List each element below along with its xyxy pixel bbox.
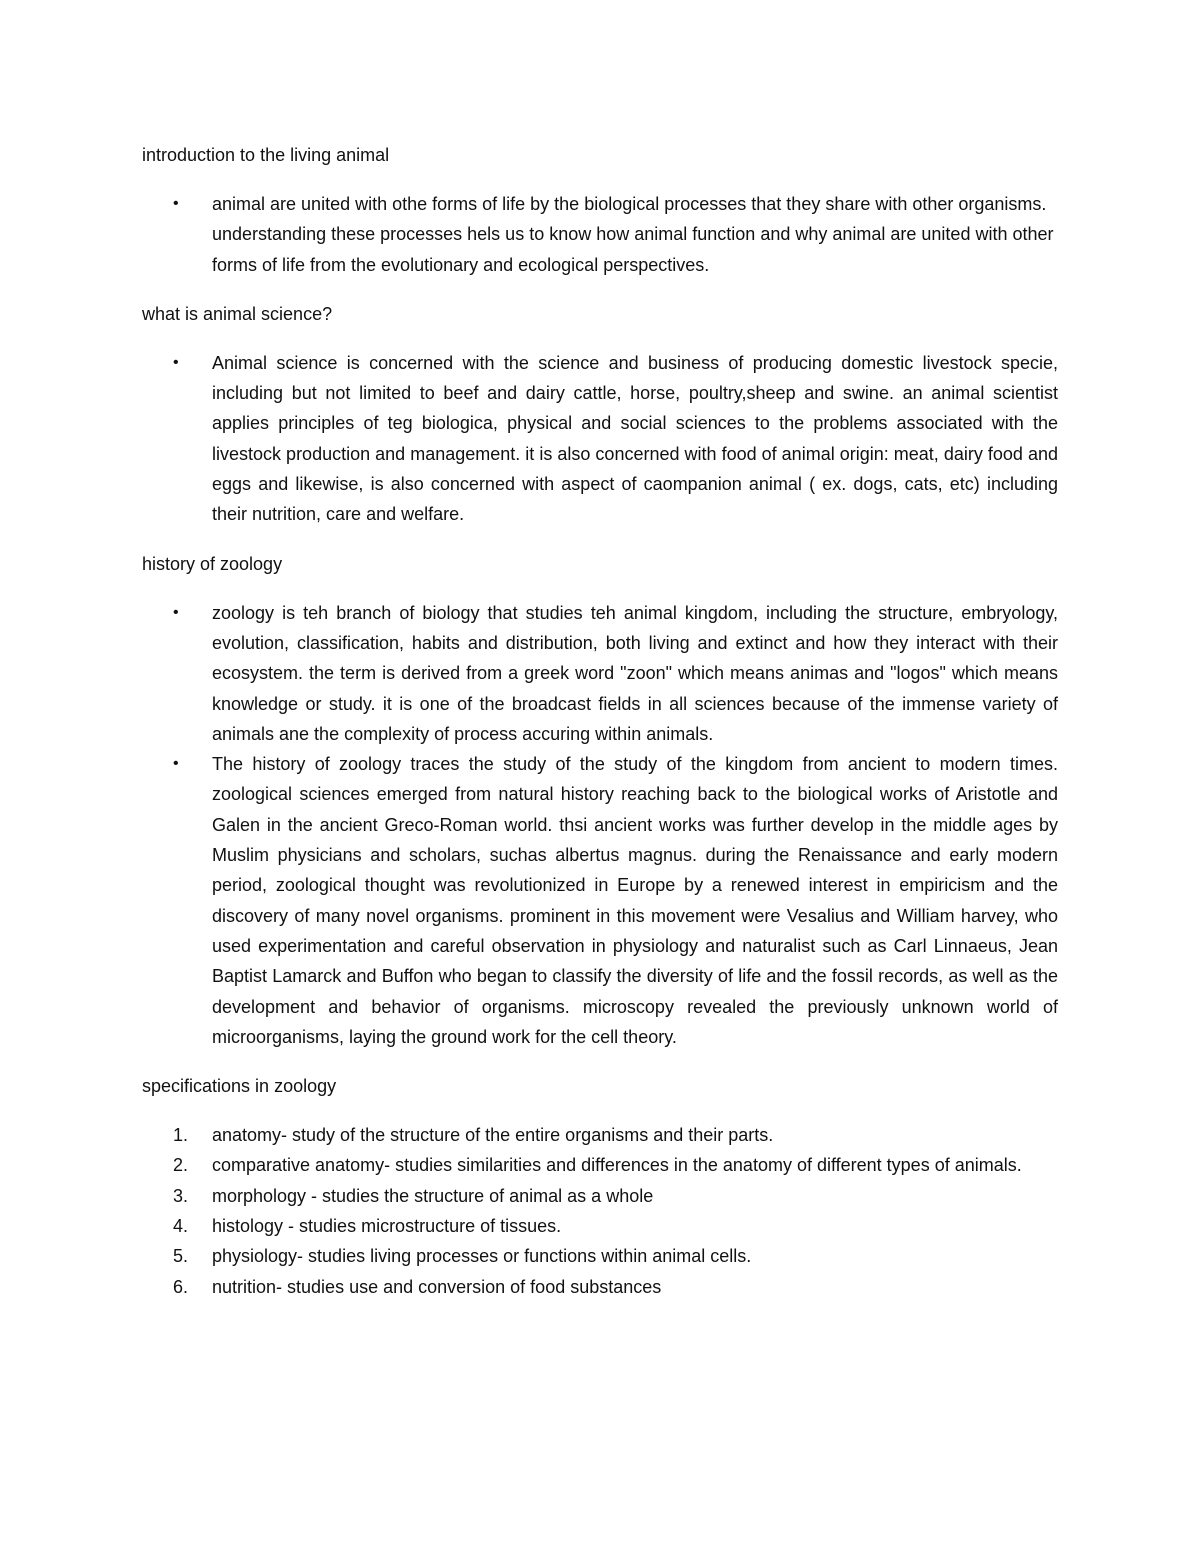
list-item	[142, 348, 1058, 530]
numbered-list-specifications	[142, 1120, 1058, 1302]
list-item-text: physiology- studies living processes or functions within animal cells.	[212, 1246, 752, 1267]
list-item-text: animal are united with othe forms of life by the biological processes that they share with other organisms. understanding these processes hels us to know how animal function and why animal are united with other forms of life from the evolutionary and ecological perspectives.	[212, 194, 1054, 275]
list-item	[142, 189, 1058, 280]
list-item	[142, 598, 1058, 749]
bullet-icon: •	[173, 755, 179, 773]
list-number: 4.	[173, 1216, 189, 1237]
bullet-list-introduction	[142, 189, 1058, 280]
list-item	[142, 1241, 1058, 1271]
list-number: 6.	[173, 1276, 189, 1297]
section-heading-history-of-zoology: history of zoology	[142, 553, 283, 574]
bullet-list-animal-science	[142, 348, 1058, 530]
list-item-text: zoology is teh branch of biology that studies teh animal kingdom, including the structure, embryology, evolution, classification, habits and distribution, both living and extinct and how they interact with their ecosystem. the term is derived from a greek word "zoon" which means animas and "logos" which means knowledge or study. it is one of the broadcast fields in all sciences because of the immense variety of animals ane the complexity of process accuring within animals.	[212, 602, 1058, 744]
document-page	[142, 140, 1058, 1321]
bullet-icon: •	[173, 195, 179, 212]
bullet-icon: •	[173, 603, 179, 621]
section-heading-animal-science: what is animal science?	[142, 303, 333, 324]
list-item	[142, 1120, 1058, 1150]
list-item	[142, 1150, 1058, 1180]
list-item-text: anatomy- study of the structure of the entire organisms and their parts.	[212, 1125, 774, 1146]
list-number: 3.	[173, 1185, 189, 1206]
list-item	[142, 1272, 1058, 1302]
list-item-text: morphology - studies the structure of animal as a whole	[212, 1185, 654, 1206]
list-item-text: The history of zoology traces the study of the study of the kingdom from ancient to modern times. zoological sciences emerged from natural history reaching back to the biological works of Aristotle and Galen in the ancient Greco-Roman world. thsi ancient works was further develop in the middle ages by Muslim physicians and scholars, suchas albertus magnus. during the Renaissance and early modern period, zoological thought was revolutionized in Europe by a renewed interest in empiricism and the discovery of many novel organisms. prominent in this movement were Vesalius and William harvey, who used experimentation and careful observation in physiology and naturalist such as Carl Linnaeus, Jean Baptist Lamarck and Buffon who began to classify the diversity of life and the fossil records, as well as the development and behavior of organisms. microscopy revealed the previously unknown world of microorganisms, laying the ground work for the cell theory.	[212, 754, 1058, 1047]
list-number: 5.	[173, 1246, 189, 1267]
section-heading-specifications: specifications in zoology	[142, 1076, 337, 1097]
section-heading-introduction: introduction to the living animal	[142, 145, 390, 165]
list-item-text: comparative anatomy- studies similarities and differences in the anatomy of different types of animals.	[212, 1155, 1022, 1176]
list-number: 2.	[173, 1155, 189, 1176]
list-number: 1.	[173, 1125, 189, 1146]
list-item-text: Animal science is concerned with the science and business of producing domestic livestock specie, including but not limited to beef and dairy cattle, horse, poultry,sheep and swine. an animal scientist applies principles of teg biologica, physical and social sciences to the problems associated with the livestock production and management. it is also concerned with food of animal origin: meat, dairy food and eggs and likewise, is also concerned with aspect of caompanion animal ( ex. dogs, cats, etc) including their nutrition, care and welfare.	[212, 352, 1058, 525]
list-item	[142, 749, 1058, 1052]
bullet-list-history-of-zoology	[142, 598, 1058, 1052]
list-item-text: histology - studies microstructure of tissues.	[212, 1216, 562, 1237]
list-item	[142, 1211, 1058, 1241]
list-item-text: nutrition- studies use and conversion of food substances	[212, 1276, 662, 1297]
list-item	[142, 1181, 1058, 1211]
bullet-icon: •	[173, 353, 179, 371]
